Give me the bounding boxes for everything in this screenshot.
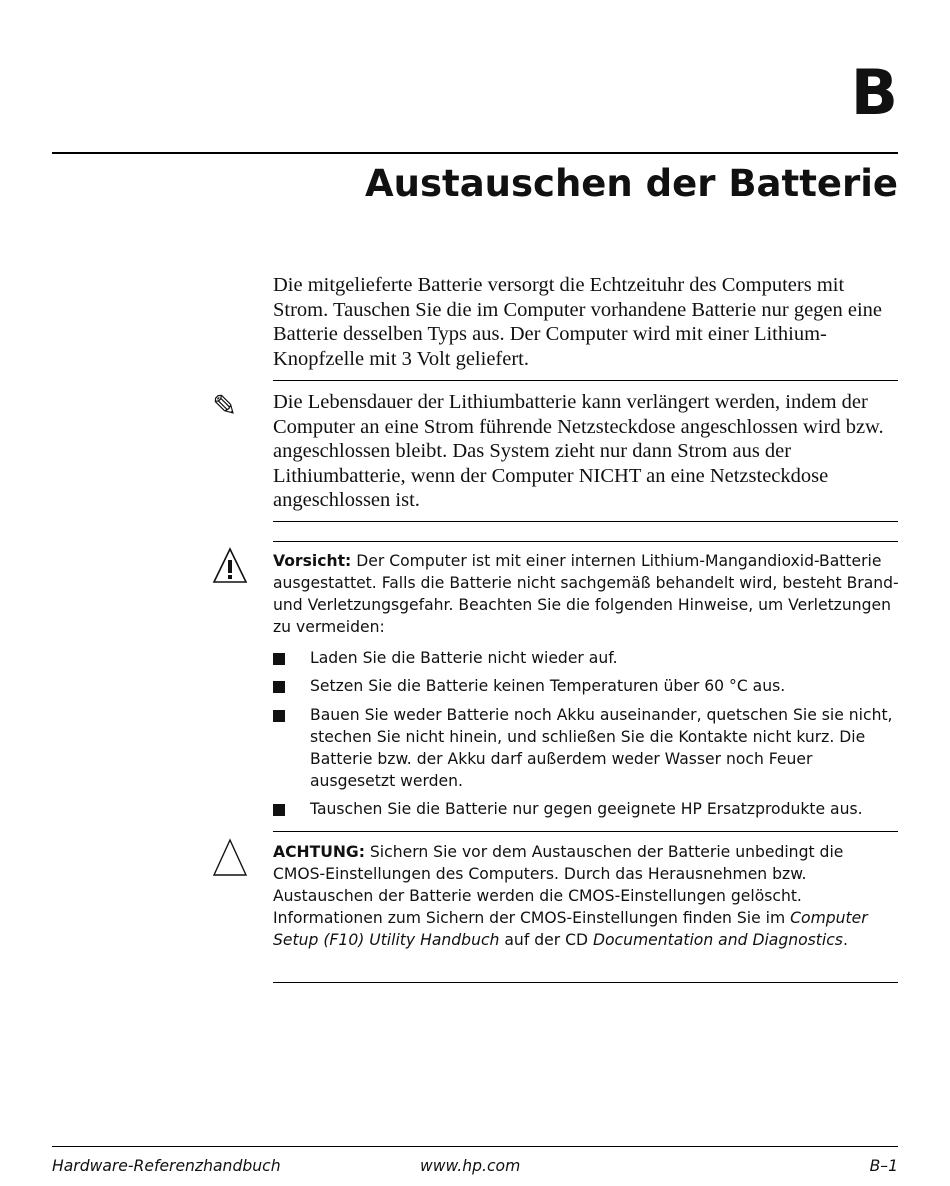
bullet-square-icon xyxy=(273,653,285,665)
warning-text xyxy=(273,550,899,638)
footer-page-number: B–1 xyxy=(869,1157,898,1175)
footer-website: www.hp.com xyxy=(420,1157,521,1175)
cd-title: Documentation and Diagnostics xyxy=(592,931,843,949)
warning-body: Der Computer ist mit einer internen Lithium-Mangandioxid-Batterie ausgestattet. Falls die Batterie nicht sachgemäß behandelt wird, besteht Brand- und Verletzungsgefahr. Beachten Sie die folgenden Hinweise, um Verletzungen zu vermeiden: xyxy=(273,552,899,636)
title-rule xyxy=(52,152,898,154)
list-item: Laden Sie die Batterie nicht wieder auf. xyxy=(273,647,899,669)
bullet-square-icon xyxy=(273,681,285,693)
note-text: Die Lebensdauer der Lithiumbatterie kann verlängert werden, indem der Computer an eine Strom führende Netzsteckdose angeschlossen wird bzw. angeschlossen bleibt. Das System zieht nur dann Strom aus der Lithiumbatterie, wenn der Computer NICHT an eine Netzsteckdose angeschlossen ist. xyxy=(273,391,884,511)
footer-document-title: Hardware-Referenzhandbuch xyxy=(52,1157,281,1175)
caution-text: ACHTUNG: Sichern Sie vor dem Austauschen der Batterie unbedingt die CMOS-Einstellungen des Computers. Durch das Herausnehmen bzw. Austauschen der Batterie werden die CMOS-Einstellungen gelöscht. Informationen zum Sichern der CMOS-Einstellungen finden Sie im Computer Setup (F10) Utility Handbuch auf der CD Documentation and Diagnostics. xyxy=(273,843,868,949)
warning-top-rule xyxy=(273,541,898,542)
caution-top-rule xyxy=(273,831,898,832)
warning-label: Vorsicht: xyxy=(273,552,352,570)
intro-paragraph: Die mitgelieferte Batterie versorgt die Echtzeituhr des Computers mit Strom. Tauschen Sie die im Computer vorhandene Batterie nur gegen eine Batterie desselben Typs aus. Der Computer wird mit einer Lithium-Knopfzelle mit 3 Volt geliefert. xyxy=(273,274,883,370)
caution-triangle-icon xyxy=(212,838,248,878)
note-top-rule xyxy=(273,380,898,381)
page-title: Austauschen der Batterie xyxy=(365,162,898,205)
caution-label: ACHTUNG: xyxy=(273,843,365,861)
pencil-icon: ✎ xyxy=(212,389,238,424)
list-item: Tauschen Sie die Batterie nur gegen geeignete HP Ersatzprodukte aus. xyxy=(273,798,899,820)
bullet-square-icon xyxy=(273,804,285,816)
warning-exclamation-icon xyxy=(212,547,248,585)
footer-rule xyxy=(52,1146,898,1147)
note-bottom-rule xyxy=(273,521,898,522)
list-item: Bauen Sie weder Batterie noch Akku auseinander, quetschen Sie sie nicht, stechen Sie nicht hinein, und schließen Sie die Kontakte nicht kurz. Die Batterie bzw. der Akku darf außerdem weder Wasser noch Feuer ausgesetzt werden. xyxy=(273,704,899,792)
list-item: Setzen Sie die Batterie keinen Temperaturen über 60 °C aus. xyxy=(273,675,899,697)
caution-bottom-rule xyxy=(273,982,898,983)
manual-title: Computer Setup (F10) Utility Handbuch xyxy=(273,909,868,949)
bullet-square-icon xyxy=(273,710,285,722)
chapter-letter: B xyxy=(850,56,898,129)
